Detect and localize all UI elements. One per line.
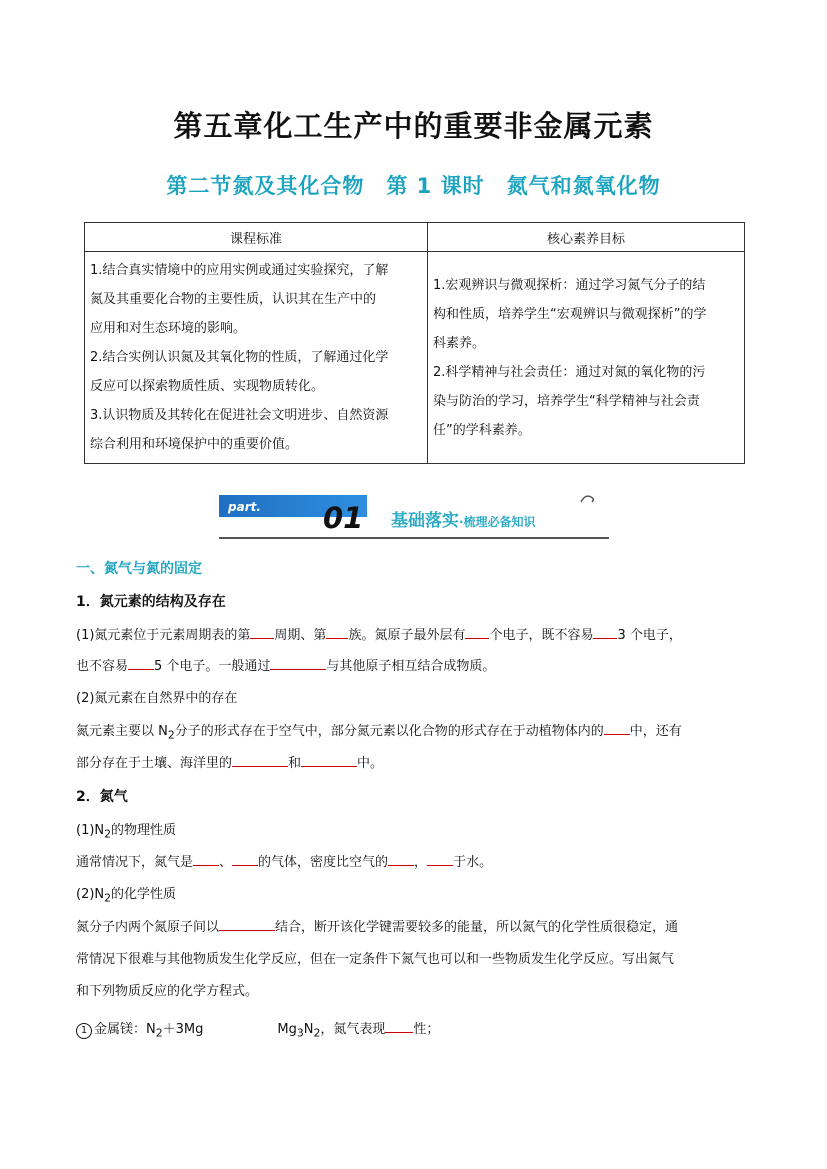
section-heading: 一、氮气与氮的固定 (76, 561, 202, 577)
page-title: 第五章化工生产中的重要非金属元素 (173, 109, 654, 143)
blank (593, 626, 617, 639)
part-text: part. (228, 500, 261, 514)
equation-line: 1 金属镁：$N_2+3Mg$ $Mg_3N_2$，氮气表现 性； (76, 1018, 439, 1040)
lesson-subtitle: 第二节氮及其化合物 第 1 课时 氮气和氮氧化物 (166, 174, 661, 198)
literacy-line: 构和性质，培养学生“宏观辨识与微观探析”的学 (433, 306, 707, 322)
standard-line: 应用和对生态环境的影响。 (90, 321, 247, 336)
part-label (391, 506, 536, 531)
paragraph-line: 也不容易 5 个电子。一般通过 与其他原子相互结合成物质。 (76, 659, 496, 674)
paragraph-line: (1)氮元素位于元素周期表的第 周期、第 族。氮原子最外层有 个电子，既不容易 3 个电子， (76, 628, 682, 643)
standard-line: 反应可以探索物质性质、实现物质转化。 (90, 379, 325, 394)
blank (128, 657, 154, 670)
subsection-title: 1．氮元素的结构及存在 (76, 594, 226, 610)
standard-line: 2.结合实例认识氮及其氧化物的性质，了解通过化学 (90, 350, 389, 365)
literacy-cell (428, 252, 745, 464)
part-label-main: 基础落实 (391, 511, 459, 531)
blank (427, 853, 453, 866)
standard-cell (85, 252, 428, 464)
part-banner (219, 492, 609, 540)
literacy-line: 1.宏观辨识与微观探析：通过学习氮气分子的结 (433, 277, 706, 293)
paragraph-line: 部分存在于土壤、海洋里的 和 中。 (76, 756, 384, 771)
blank (465, 626, 489, 639)
paragraph-line: $(2)N_2$的化学性质 (76, 887, 177, 905)
blank (250, 626, 274, 639)
curriculum-table (84, 222, 745, 464)
paragraph-line: 氮分子内两个氮原子间以 结合，断开该化学键需要较多的能量，所以氮气的化学性质很稳定，通 (76, 920, 679, 935)
blank (270, 657, 326, 670)
paragraph-line: 氮元素主要以 $N_2$分子的形式存在于空气中，部分氮元素以化合物的形式存在于动植物体内的 中，还有 (76, 724, 682, 742)
blank (326, 626, 348, 639)
part-number: 01 (323, 501, 364, 535)
literacy-line: 2.科学精神与社会责任：通过对氮的氧化物的污 (433, 364, 706, 380)
divider (219, 537, 609, 539)
subsection-title: 2．氮气 (76, 789, 128, 805)
paragraph-line: 常情况下很难与其他物质发生化学反应，但在一定条件下氮气也可以和一些物质发生化学反应。写出氮气 (76, 952, 675, 967)
paragraph-line: $(1)N_2$的物理性质 (76, 823, 177, 841)
literacy-line: 科素养。 (433, 335, 486, 351)
paragraph-line: 通常情况下，氮气是 、 的气体，密度比空气的 ， 于水。 (76, 855, 493, 870)
blank (385, 1020, 413, 1033)
swirl-icon (579, 492, 599, 508)
blank (604, 722, 630, 735)
part-label-sub: ·梳理必备知识 (459, 515, 536, 529)
blank (388, 853, 414, 866)
blank (232, 853, 258, 866)
paragraph-line: 和下列物质反应的化学方程式。 (76, 984, 259, 999)
blank (193, 853, 219, 866)
standard-line: 1.结合真实情境中的应用实例或通过实验探究，了解 (90, 263, 389, 278)
standard-line: 3.认识物质及其转化在促进社会文明进步、自然资源 (90, 408, 389, 423)
paragraph-line: (2)氮元素在自然界中的存在 (76, 691, 238, 706)
literacy-line: 染与防治的学习，培养学生“科学精神与社会责 (433, 393, 700, 409)
blank (301, 754, 357, 767)
circled-number: 1 (76, 1023, 92, 1039)
standard-line: 氮及其重要化合物的主要性质，认识其在生产中的 (90, 292, 377, 307)
blank (219, 918, 275, 931)
standard-line: 综合利用和环境保护中的重要价值。 (90, 437, 299, 452)
table-header-standard: 课程标准 (85, 223, 428, 252)
table-header-literacy: 核心素养目标 (428, 223, 745, 252)
blank (232, 754, 288, 767)
literacy-line: 任”的学科素养。 (433, 422, 531, 438)
